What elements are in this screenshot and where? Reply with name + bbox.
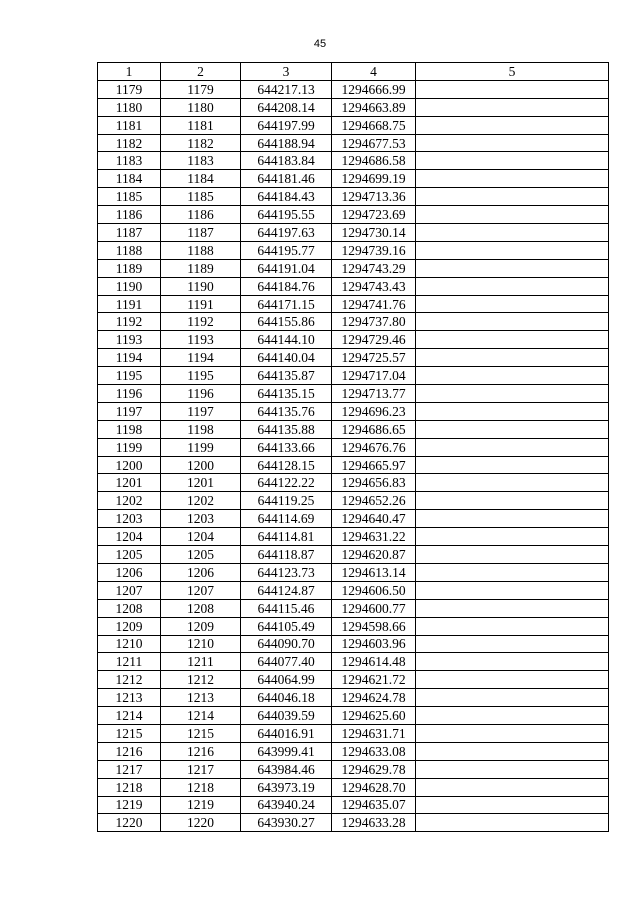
point-number-cell: 1210 — [98, 635, 161, 653]
x-coordinate-cell: 644155.86 — [241, 313, 332, 331]
note-cell — [416, 707, 609, 725]
point-label-cell: 1211 — [161, 653, 241, 671]
x-coordinate-cell: 644016.91 — [241, 724, 332, 742]
x-coordinate-cell: 643940.24 — [241, 796, 332, 814]
point-number-cell: 1208 — [98, 599, 161, 617]
x-coordinate-cell: 644181.46 — [241, 170, 332, 188]
x-coordinate-cell: 644135.87 — [241, 367, 332, 385]
column-header-4: 4 — [332, 63, 416, 81]
table-row — [98, 80, 609, 98]
point-label-cell: 1181 — [161, 116, 241, 134]
x-coordinate-cell: 644090.70 — [241, 635, 332, 653]
point-number-cell: 1217 — [98, 760, 161, 778]
note-cell — [416, 170, 609, 188]
point-label-cell: 1187 — [161, 224, 241, 242]
note-cell — [416, 492, 609, 510]
note-cell — [416, 385, 609, 403]
point-number-cell: 1218 — [98, 778, 161, 796]
point-number-cell: 1211 — [98, 653, 161, 671]
point-label-cell: 1180 — [161, 98, 241, 116]
point-label-cell: 1199 — [161, 438, 241, 456]
point-label-cell: 1190 — [161, 277, 241, 295]
point-label-cell: 1200 — [161, 456, 241, 474]
table-row — [98, 563, 609, 581]
note-cell — [416, 474, 609, 492]
note-cell — [416, 313, 609, 331]
point-number-cell: 1189 — [98, 259, 161, 277]
point-label-cell: 1215 — [161, 724, 241, 742]
x-coordinate-cell: 644135.15 — [241, 385, 332, 403]
point-label-cell: 1185 — [161, 188, 241, 206]
x-coordinate-cell: 644217.13 — [241, 80, 332, 98]
y-coordinate-cell: 1294666.99 — [332, 80, 416, 98]
note-cell — [416, 671, 609, 689]
y-coordinate-cell: 1294625.60 — [332, 707, 416, 725]
point-number-cell: 1198 — [98, 420, 161, 438]
table-row — [98, 617, 609, 635]
y-coordinate-cell: 1294600.77 — [332, 599, 416, 617]
x-coordinate-cell: 644191.04 — [241, 259, 332, 277]
point-number-cell: 1192 — [98, 313, 161, 331]
note-cell — [416, 510, 609, 528]
point-label-cell: 1208 — [161, 599, 241, 617]
y-coordinate-cell: 1294613.14 — [332, 563, 416, 581]
point-number-cell: 1188 — [98, 241, 161, 259]
table-row — [98, 134, 609, 152]
y-coordinate-cell: 1294725.57 — [332, 349, 416, 367]
note-cell — [416, 760, 609, 778]
note-cell — [416, 546, 609, 564]
y-coordinate-cell: 1294717.04 — [332, 367, 416, 385]
note-cell — [416, 367, 609, 385]
x-coordinate-cell: 644140.04 — [241, 349, 332, 367]
table-row — [98, 796, 609, 814]
point-label-cell: 1192 — [161, 313, 241, 331]
note-cell — [416, 438, 609, 456]
y-coordinate-cell: 1294606.50 — [332, 581, 416, 599]
table-row — [98, 259, 609, 277]
y-coordinate-cell: 1294739.16 — [332, 241, 416, 259]
point-number-cell: 1183 — [98, 152, 161, 170]
x-coordinate-cell: 644197.63 — [241, 224, 332, 242]
point-number-cell: 1219 — [98, 796, 161, 814]
table-row — [98, 170, 609, 188]
point-number-cell: 1215 — [98, 724, 161, 742]
y-coordinate-cell: 1294668.75 — [332, 116, 416, 134]
table-row — [98, 510, 609, 528]
column-header-3: 3 — [241, 63, 332, 81]
point-label-cell: 1186 — [161, 206, 241, 224]
point-label-cell: 1214 — [161, 707, 241, 725]
point-number-cell: 1193 — [98, 331, 161, 349]
point-number-cell: 1203 — [98, 510, 161, 528]
table-row — [98, 241, 609, 259]
point-label-cell: 1196 — [161, 385, 241, 403]
x-coordinate-cell: 643930.27 — [241, 814, 332, 832]
table-row — [98, 742, 609, 760]
table-row — [98, 474, 609, 492]
point-number-cell: 1205 — [98, 546, 161, 564]
note-cell — [416, 617, 609, 635]
table-row — [98, 760, 609, 778]
note-cell — [416, 581, 609, 599]
y-coordinate-cell: 1294677.53 — [332, 134, 416, 152]
y-coordinate-cell: 1294603.96 — [332, 635, 416, 653]
coordinates-table — [97, 62, 609, 832]
y-coordinate-cell: 1294628.70 — [332, 778, 416, 796]
table-row — [98, 671, 609, 689]
x-coordinate-cell: 644208.14 — [241, 98, 332, 116]
table-row — [98, 689, 609, 707]
x-coordinate-cell: 644135.88 — [241, 420, 332, 438]
x-coordinate-cell: 644184.76 — [241, 277, 332, 295]
x-coordinate-cell: 644115.46 — [241, 599, 332, 617]
y-coordinate-cell: 1294676.76 — [332, 438, 416, 456]
table-row — [98, 546, 609, 564]
table-row — [98, 331, 609, 349]
note-cell — [416, 778, 609, 796]
y-coordinate-cell: 1294730.14 — [332, 224, 416, 242]
note-cell — [416, 277, 609, 295]
table-row — [98, 492, 609, 510]
y-coordinate-cell: 1294652.26 — [332, 492, 416, 510]
y-coordinate-cell: 1294713.36 — [332, 188, 416, 206]
x-coordinate-cell: 644135.76 — [241, 402, 332, 420]
point-number-cell: 1195 — [98, 367, 161, 385]
point-number-cell: 1186 — [98, 206, 161, 224]
note-cell — [416, 420, 609, 438]
note-cell — [416, 724, 609, 742]
point-number-cell: 1200 — [98, 456, 161, 474]
y-coordinate-cell: 1294686.65 — [332, 420, 416, 438]
x-coordinate-cell: 644171.15 — [241, 295, 332, 313]
point-label-cell: 1194 — [161, 349, 241, 367]
note-cell — [416, 331, 609, 349]
x-coordinate-cell: 644046.18 — [241, 689, 332, 707]
y-coordinate-cell: 1294598.66 — [332, 617, 416, 635]
table-row — [98, 420, 609, 438]
table-row — [98, 814, 609, 832]
point-label-cell: 1216 — [161, 742, 241, 760]
table-row — [98, 528, 609, 546]
x-coordinate-cell: 644183.84 — [241, 152, 332, 170]
table-row — [98, 778, 609, 796]
point-number-cell: 1220 — [98, 814, 161, 832]
x-coordinate-cell: 644184.43 — [241, 188, 332, 206]
point-label-cell: 1203 — [161, 510, 241, 528]
table-row — [98, 438, 609, 456]
note-cell — [416, 689, 609, 707]
note-cell — [416, 152, 609, 170]
point-label-cell: 1201 — [161, 474, 241, 492]
note-cell — [416, 116, 609, 134]
y-coordinate-cell: 1294633.08 — [332, 742, 416, 760]
y-coordinate-cell: 1294729.46 — [332, 331, 416, 349]
y-coordinate-cell: 1294713.77 — [332, 385, 416, 403]
point-label-cell: 1205 — [161, 546, 241, 564]
column-header-1: 1 — [98, 63, 161, 81]
note-cell — [416, 98, 609, 116]
x-coordinate-cell: 644077.40 — [241, 653, 332, 671]
x-coordinate-cell: 643999.41 — [241, 742, 332, 760]
point-number-cell: 1191 — [98, 295, 161, 313]
point-number-cell: 1216 — [98, 742, 161, 760]
point-number-cell: 1207 — [98, 581, 161, 599]
note-cell — [416, 635, 609, 653]
table-row — [98, 367, 609, 385]
point-label-cell: 1182 — [161, 134, 241, 152]
table-row — [98, 707, 609, 725]
x-coordinate-cell: 644114.69 — [241, 510, 332, 528]
column-header-5: 5 — [416, 63, 609, 81]
table-row — [98, 116, 609, 134]
note-cell — [416, 563, 609, 581]
point-label-cell: 1204 — [161, 528, 241, 546]
note-cell — [416, 295, 609, 313]
point-number-cell: 1182 — [98, 134, 161, 152]
note-cell — [416, 653, 609, 671]
x-coordinate-cell: 644133.66 — [241, 438, 332, 456]
point-label-cell: 1202 — [161, 492, 241, 510]
y-coordinate-cell: 1294640.47 — [332, 510, 416, 528]
y-coordinate-cell: 1294633.28 — [332, 814, 416, 832]
table-row — [98, 313, 609, 331]
x-coordinate-cell: 644119.25 — [241, 492, 332, 510]
table-row — [98, 98, 609, 116]
x-coordinate-cell: 643984.46 — [241, 760, 332, 778]
y-coordinate-cell: 1294741.76 — [332, 295, 416, 313]
note-cell — [416, 206, 609, 224]
point-label-cell: 1207 — [161, 581, 241, 599]
point-label-cell: 1220 — [161, 814, 241, 832]
table-row — [98, 456, 609, 474]
table-row — [98, 599, 609, 617]
point-label-cell: 1191 — [161, 295, 241, 313]
y-coordinate-cell: 1294663.89 — [332, 98, 416, 116]
x-coordinate-cell: 644195.77 — [241, 241, 332, 259]
point-number-cell: 1180 — [98, 98, 161, 116]
point-label-cell: 1184 — [161, 170, 241, 188]
point-label-cell: 1179 — [161, 80, 241, 98]
point-label-cell: 1213 — [161, 689, 241, 707]
point-label-cell: 1183 — [161, 152, 241, 170]
y-coordinate-cell: 1294620.87 — [332, 546, 416, 564]
table-row — [98, 385, 609, 403]
column-header-2: 2 — [161, 63, 241, 81]
x-coordinate-cell: 644124.87 — [241, 581, 332, 599]
point-label-cell: 1193 — [161, 331, 241, 349]
note-cell — [416, 259, 609, 277]
y-coordinate-cell: 1294631.71 — [332, 724, 416, 742]
table-body — [98, 80, 609, 831]
y-coordinate-cell: 1294629.78 — [332, 760, 416, 778]
point-number-cell: 1212 — [98, 671, 161, 689]
point-label-cell: 1218 — [161, 778, 241, 796]
note-cell — [416, 188, 609, 206]
table-row — [98, 277, 609, 295]
point-label-cell: 1217 — [161, 760, 241, 778]
point-number-cell: 1185 — [98, 188, 161, 206]
point-number-cell: 1196 — [98, 385, 161, 403]
note-cell — [416, 528, 609, 546]
header-row — [98, 63, 609, 81]
x-coordinate-cell: 644188.94 — [241, 134, 332, 152]
x-coordinate-cell: 644064.99 — [241, 671, 332, 689]
point-number-cell: 1194 — [98, 349, 161, 367]
table-row — [98, 349, 609, 367]
point-number-cell: 1201 — [98, 474, 161, 492]
note-cell — [416, 224, 609, 242]
point-number-cell: 1214 — [98, 707, 161, 725]
y-coordinate-cell: 1294614.48 — [332, 653, 416, 671]
y-coordinate-cell: 1294656.83 — [332, 474, 416, 492]
table-row — [98, 653, 609, 671]
y-coordinate-cell: 1294631.22 — [332, 528, 416, 546]
point-number-cell: 1209 — [98, 617, 161, 635]
y-coordinate-cell: 1294665.97 — [332, 456, 416, 474]
note-cell — [416, 349, 609, 367]
note-cell — [416, 456, 609, 474]
note-cell — [416, 241, 609, 259]
page-number: 45 — [313, 38, 327, 50]
y-coordinate-cell: 1294696.23 — [332, 402, 416, 420]
table-row — [98, 152, 609, 170]
point-number-cell: 1181 — [98, 116, 161, 134]
y-coordinate-cell: 1294737.80 — [332, 313, 416, 331]
point-label-cell: 1210 — [161, 635, 241, 653]
table-row — [98, 635, 609, 653]
x-coordinate-cell: 644128.15 — [241, 456, 332, 474]
y-coordinate-cell: 1294686.58 — [332, 152, 416, 170]
table-row — [98, 295, 609, 313]
note-cell — [416, 742, 609, 760]
y-coordinate-cell: 1294723.69 — [332, 206, 416, 224]
point-number-cell: 1190 — [98, 277, 161, 295]
point-number-cell: 1204 — [98, 528, 161, 546]
note-cell — [416, 814, 609, 832]
x-coordinate-cell: 644105.49 — [241, 617, 332, 635]
table-row — [98, 206, 609, 224]
point-number-cell: 1206 — [98, 563, 161, 581]
point-number-cell: 1202 — [98, 492, 161, 510]
point-number-cell: 1197 — [98, 402, 161, 420]
table-row — [98, 188, 609, 206]
x-coordinate-cell: 644118.87 — [241, 546, 332, 564]
x-coordinate-cell: 644197.99 — [241, 116, 332, 134]
x-coordinate-cell: 644123.73 — [241, 563, 332, 581]
x-coordinate-cell: 644195.55 — [241, 206, 332, 224]
point-number-cell: 1184 — [98, 170, 161, 188]
x-coordinate-cell: 644122.22 — [241, 474, 332, 492]
table-row — [98, 224, 609, 242]
note-cell — [416, 134, 609, 152]
table-row — [98, 724, 609, 742]
point-label-cell: 1209 — [161, 617, 241, 635]
point-label-cell: 1198 — [161, 420, 241, 438]
y-coordinate-cell: 1294624.78 — [332, 689, 416, 707]
note-cell — [416, 796, 609, 814]
point-number-cell: 1213 — [98, 689, 161, 707]
point-label-cell: 1212 — [161, 671, 241, 689]
x-coordinate-cell: 644114.81 — [241, 528, 332, 546]
y-coordinate-cell: 1294743.43 — [332, 277, 416, 295]
x-coordinate-cell: 644144.10 — [241, 331, 332, 349]
note-cell — [416, 80, 609, 98]
point-label-cell: 1206 — [161, 563, 241, 581]
x-coordinate-cell: 643973.19 — [241, 778, 332, 796]
point-label-cell: 1188 — [161, 241, 241, 259]
point-label-cell: 1189 — [161, 259, 241, 277]
x-coordinate-cell: 644039.59 — [241, 707, 332, 725]
table-row — [98, 402, 609, 420]
point-number-cell: 1179 — [98, 80, 161, 98]
note-cell — [416, 599, 609, 617]
point-number-cell: 1199 — [98, 438, 161, 456]
note-cell — [416, 402, 609, 420]
point-number-cell: 1187 — [98, 224, 161, 242]
y-coordinate-cell: 1294743.29 — [332, 259, 416, 277]
y-coordinate-cell: 1294621.72 — [332, 671, 416, 689]
y-coordinate-cell: 1294699.19 — [332, 170, 416, 188]
point-label-cell: 1219 — [161, 796, 241, 814]
y-coordinate-cell: 1294635.07 — [332, 796, 416, 814]
point-label-cell: 1197 — [161, 402, 241, 420]
point-label-cell: 1195 — [161, 367, 241, 385]
table-row — [98, 581, 609, 599]
